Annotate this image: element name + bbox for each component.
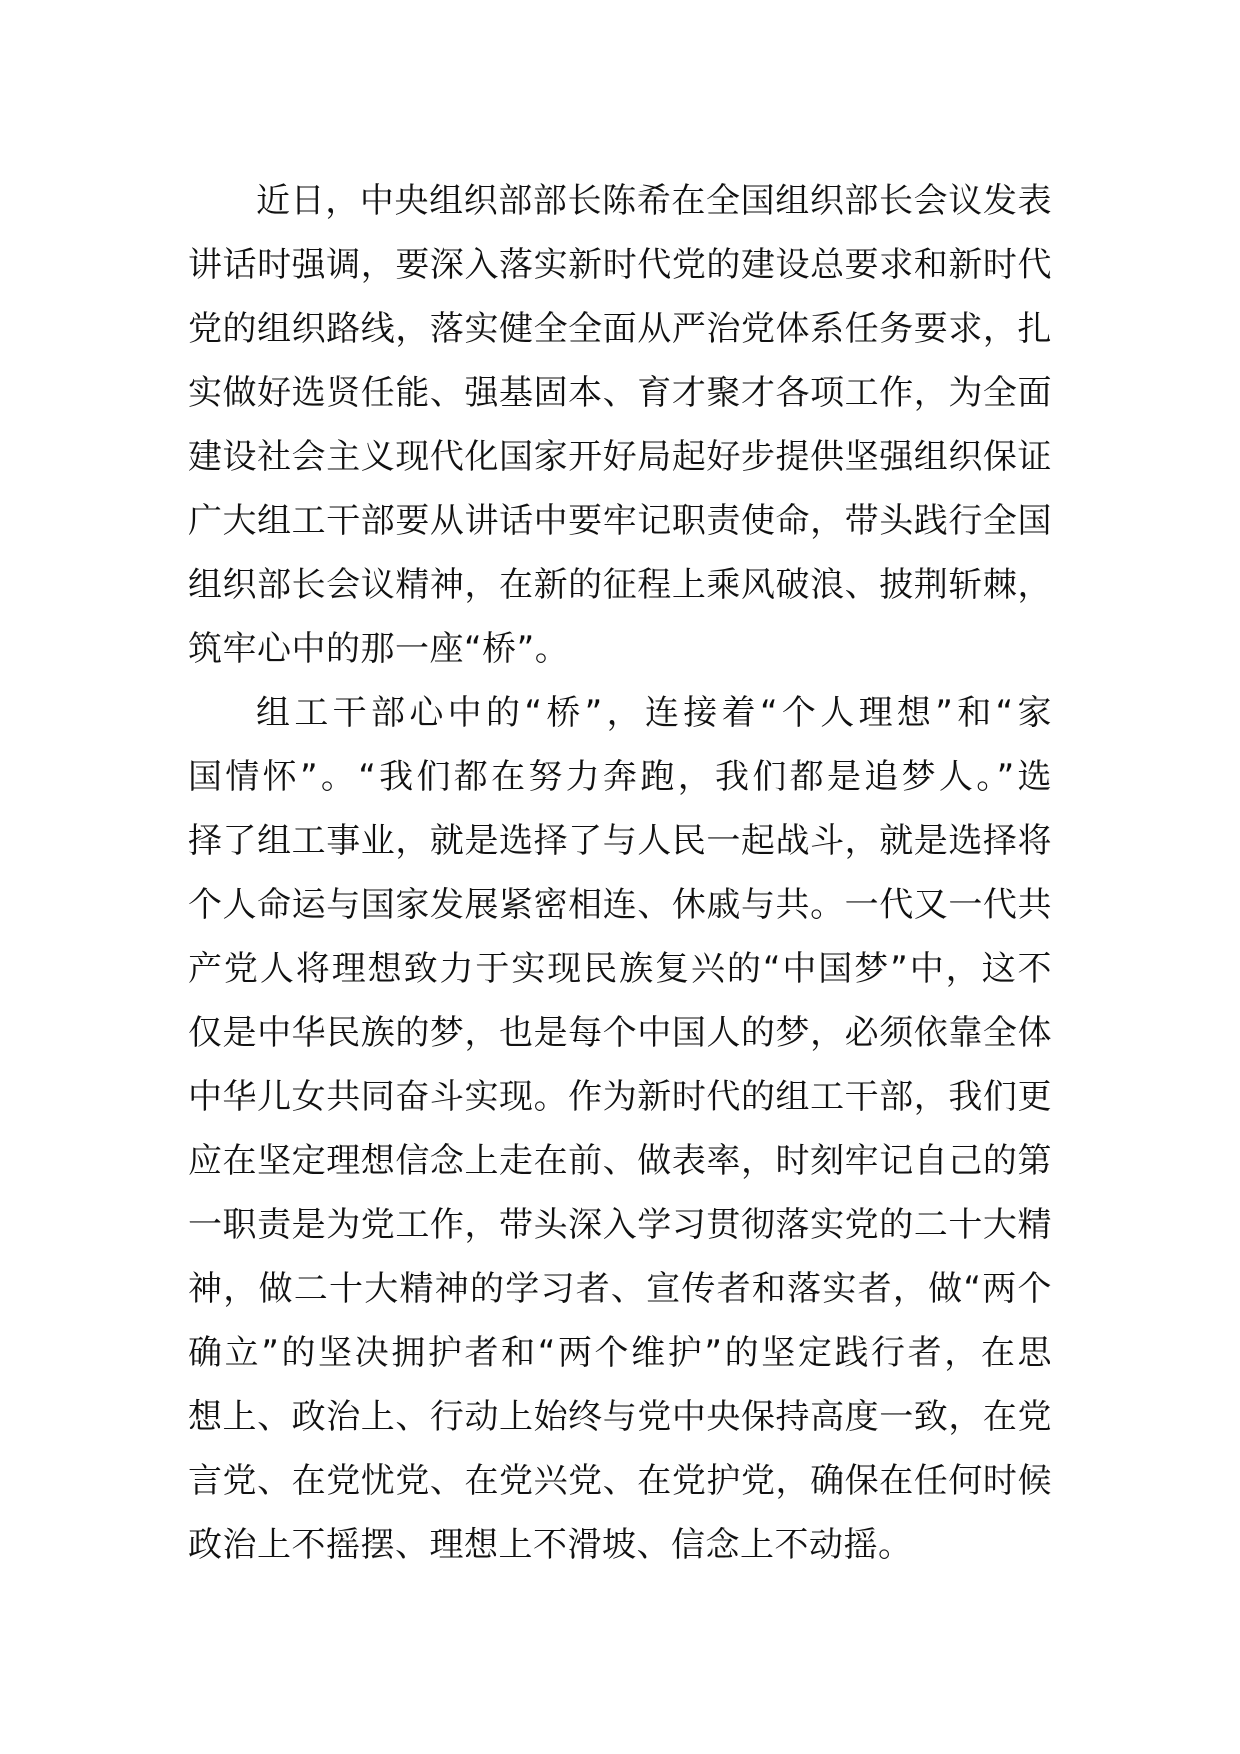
text-line: 想上、政治上、行动上始终与党中央保持高度一致，在党	[188, 1397, 1052, 1437]
text-line: 组织部长会议精神，在新的征程上乘风破浪、披荆斩棘，	[188, 565, 1052, 605]
text-line: 政治上不摇摆、理想上不滑坡、信念上不动摇。	[188, 1525, 913, 1565]
text-line: 言党、在党忧党、在党兴党、在党护党，确保在任何时候	[188, 1461, 1052, 1501]
text-line: 实做好选贤任能、强基固本、育才聚才各项工作，为全面	[188, 373, 1052, 413]
text-line: 广大组工干部要从讲话中要牢记职责使命，带头践行全国	[188, 501, 1052, 541]
text-line: 建设社会主义现代化国家开好局起好步提供坚强组织保证	[188, 437, 1052, 477]
document-body	[188, 169, 1052, 1577]
text-line: 一职责是为党工作，带头深入学习贯彻落实党的二十大精	[188, 1205, 1052, 1245]
text-line: 中华儿女共同奋斗实现。作为新时代的组工干部，我们更	[188, 1077, 1052, 1117]
text-line: 产党人将理想致力于实现民族复兴的“中国梦”中，这不	[188, 949, 1052, 989]
text-line: 择了组工事业，就是选择了与人民一起战斗，就是选择将	[188, 821, 1052, 861]
text-line: 应在坚定理想信念上走在前、做表率，时刻牢记自己的第	[188, 1141, 1052, 1181]
paragraph-1	[188, 169, 1052, 681]
text-line: 筑牢心中的那一座“桥”。	[188, 629, 570, 669]
text-line: 神，做二十大精神的学习者、宣传者和落实者，做“两个	[188, 1269, 1052, 1309]
text-line: 个人命运与国家发展紧密相连、休戚与共。一代又一代共	[188, 885, 1052, 925]
text-line: 党的组织路线，落实健全全面从严治党体系任务要求，扎	[188, 309, 1052, 349]
text-line: 国情怀”。“我们都在努力奔跑，我们都是追梦人。”选	[188, 757, 1052, 797]
text-line: 确立”的坚决拥护者和“两个维护”的坚定践行者，在思	[188, 1333, 1052, 1373]
text-line: 组工干部心中的“桥”，连接着“个人理想”和“家	[256, 693, 1052, 733]
paragraph-2	[188, 681, 1052, 1577]
text-line: 仅是中华民族的梦，也是每个中国人的梦，必须依靠全体	[188, 1013, 1052, 1053]
text-line: 近日，中央组织部部长陈希在全国组织部长会议发表	[256, 181, 1052, 221]
text-line: 讲话时强调，要深入落实新时代党的建设总要求和新时代	[188, 245, 1052, 285]
